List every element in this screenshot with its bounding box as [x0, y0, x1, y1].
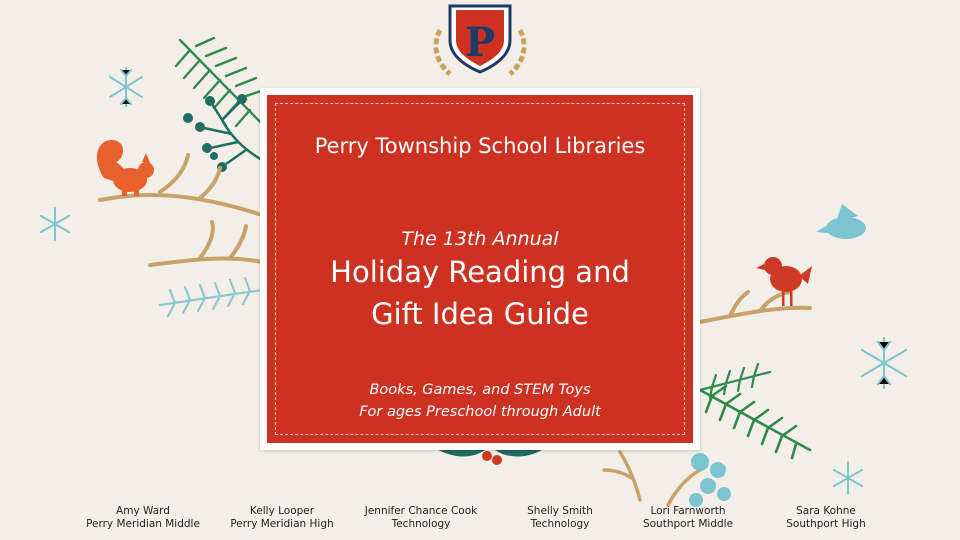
credit-name: Sara Kohne — [796, 505, 856, 517]
credit-role: Perry Meridian High — [230, 518, 334, 530]
credit-name: Amy Ward — [116, 505, 170, 517]
pine-branch-icon — [700, 364, 770, 398]
credit-name: Shelly Smith — [527, 505, 593, 517]
title-panel — [267, 95, 693, 443]
organization-name: Perry Township School Libraries — [314, 134, 646, 158]
snowflake-icon — [834, 462, 862, 494]
credit-role: Perry Meridian Middle — [86, 518, 200, 530]
credit-role: Southport High — [786, 518, 866, 530]
pine-branch-icon — [160, 278, 262, 316]
credit-role: Southport Middle — [642, 518, 734, 530]
snowflake-icon — [110, 68, 142, 106]
subtitle-line-1: Books, Games, and STEM Toys — [369, 382, 591, 398]
credit-name: Kelly Looper — [249, 505, 315, 517]
subtitle-line-2: For ages Preschool through Adult — [359, 404, 601, 420]
credit-kelly-looper — [202, 505, 362, 531]
school-crest-logo — [436, 6, 524, 74]
credit-jennifer-chance-cook — [341, 505, 501, 531]
credit-amy-ward — [63, 505, 223, 531]
bird-icon — [816, 204, 866, 239]
title-card — [260, 88, 700, 450]
credit-name: Lori Farnworth — [650, 505, 726, 517]
pine-branch-icon — [700, 386, 810, 458]
credit-role: Technology — [530, 518, 590, 530]
edition-label: The 13th Annual — [401, 228, 559, 250]
leaf-icon — [689, 453, 731, 507]
credit-role: Technology — [391, 518, 451, 530]
branch-icon — [604, 452, 700, 505]
branch-icon — [700, 292, 810, 322]
snowflake-icon — [41, 208, 69, 240]
squirrel-icon — [97, 140, 154, 196]
title-line-2: Gift Idea Guide — [371, 297, 589, 331]
bird-icon — [756, 257, 812, 306]
credit-lori-farnworth — [608, 505, 768, 531]
snowflake-icon — [862, 338, 906, 388]
credit-name: Jennifer Chance Cook — [364, 505, 478, 517]
credit-sara-kohne — [746, 505, 906, 531]
logo-letter: P — [464, 19, 496, 66]
title-line-1: Holiday Reading and — [330, 255, 630, 289]
